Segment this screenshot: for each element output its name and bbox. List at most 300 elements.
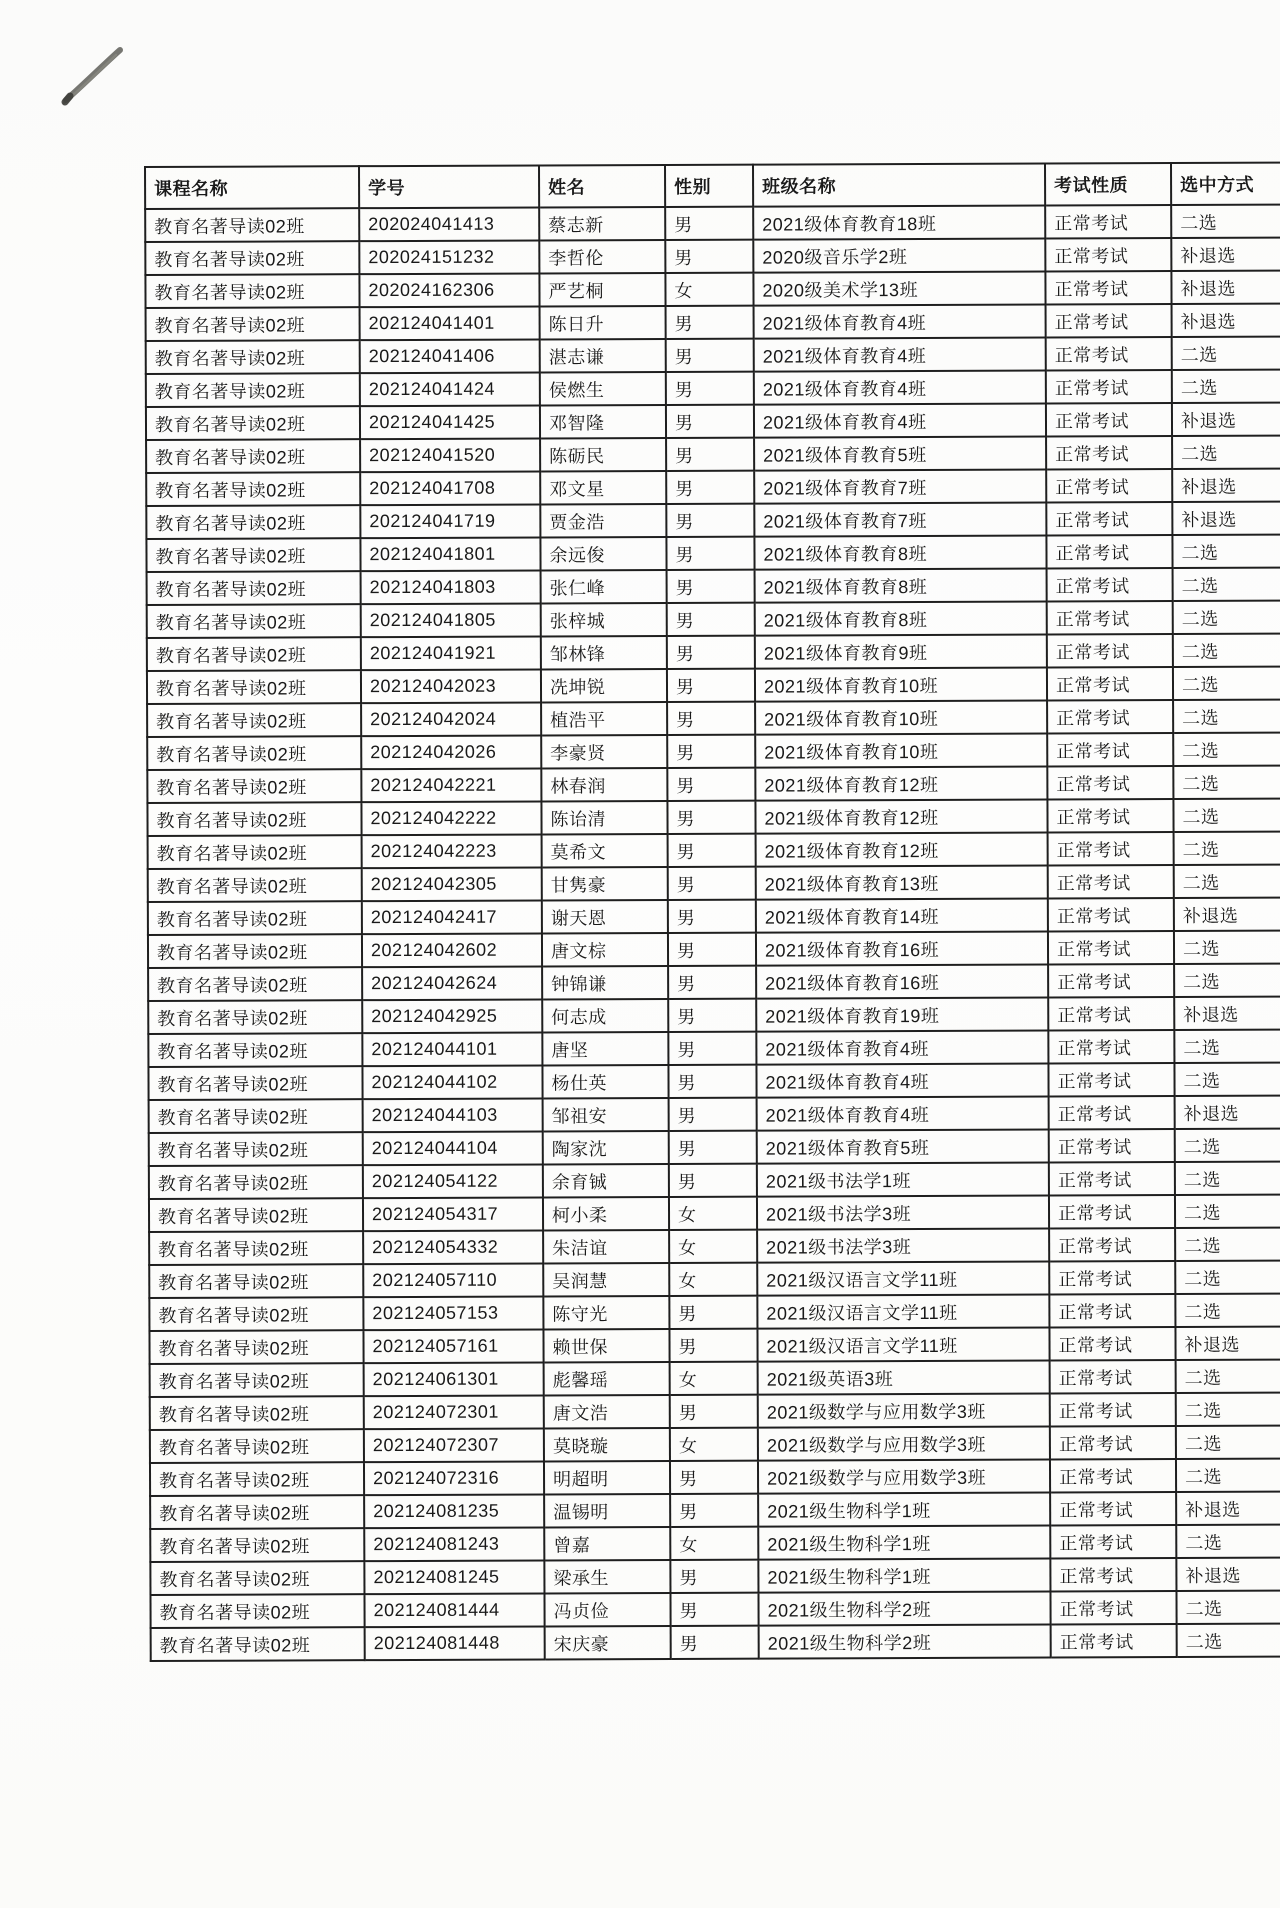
cell-exam-type: 正常考试 — [1047, 667, 1173, 700]
cell-course: 教育名著导读02班 — [149, 1231, 363, 1265]
cell-exam-type: 正常考试 — [1050, 1492, 1176, 1525]
cell-student-id: 202124044103 — [363, 1098, 543, 1132]
col-header-student-id: 学号 — [359, 165, 539, 208]
cell-student-id: 202124057161 — [363, 1329, 543, 1363]
table-body — [145, 204, 1280, 1660]
cell-gender: 男 — [667, 735, 755, 768]
col-header-exam-type: 考试性质 — [1045, 163, 1171, 205]
cell-selection: 补退选 — [1175, 1095, 1280, 1129]
cell-gender: 男 — [668, 834, 756, 867]
cell-gender: 男 — [667, 801, 755, 834]
cell-class: 2021级数学与应用数学3班 — [758, 1460, 1050, 1494]
table-row — [147, 666, 1280, 703]
cell-course: 教育名著导读02班 — [145, 241, 359, 275]
table-row — [146, 534, 1280, 571]
cell-class: 2021级体育教育12班 — [755, 800, 1047, 834]
cell-selection: 二选 — [1174, 864, 1280, 898]
cell-selection: 二选 — [1175, 1161, 1280, 1195]
table-row — [149, 1161, 1280, 1198]
cell-class: 2021级体育教育12班 — [755, 767, 1047, 801]
cell-student-id: 202124041803 — [361, 570, 541, 604]
cell-course: 教育名著导读02班 — [148, 835, 362, 869]
cell-student-id: 202124042417 — [362, 900, 542, 934]
cell-course: 教育名著导读02班 — [147, 802, 361, 836]
cell-name: 严艺桐 — [539, 273, 665, 306]
cell-course: 教育名著导读02班 — [148, 1033, 362, 1067]
cell-course: 教育名著导读02班 — [145, 208, 359, 242]
cell-exam-type: 正常考试 — [1049, 1195, 1175, 1228]
cell-student-id: 202124041520 — [360, 438, 540, 472]
cell-gender: 男 — [669, 1296, 757, 1329]
cell-selection: 二选 — [1176, 1590, 1280, 1624]
cell-class: 2021级体育教育10班 — [755, 668, 1047, 702]
cell-selection: 二选 — [1176, 1524, 1280, 1558]
cell-selection: 补退选 — [1176, 1557, 1280, 1591]
cell-name: 柯小柔 — [543, 1197, 669, 1230]
cell-course: 教育名著导读02班 — [146, 307, 360, 341]
cell-course: 教育名著导读02班 — [147, 571, 361, 605]
cell-class: 2021级体育教育10班 — [755, 734, 1047, 768]
table-row — [145, 204, 1280, 241]
cell-name: 植浩平 — [541, 702, 667, 735]
cell-exam-type: 正常考试 — [1050, 1360, 1176, 1393]
cell-exam-type: 正常考试 — [1047, 700, 1173, 733]
cell-course: 教育名著导读02班 — [149, 1297, 363, 1331]
cell-class: 2021级生物科学1班 — [758, 1526, 1050, 1560]
cell-name: 莫晓璇 — [544, 1428, 670, 1461]
cell-student-id: 202124042023 — [361, 669, 541, 703]
table-row — [148, 1062, 1280, 1099]
cell-exam-type: 正常考试 — [1047, 733, 1173, 766]
cell-name: 唐文浩 — [544, 1395, 670, 1428]
cell-gender: 男 — [669, 1131, 757, 1164]
cell-class: 2021级体育教育4班 — [754, 371, 1046, 405]
cell-student-id: 202124054122 — [363, 1164, 543, 1198]
cell-student-id: 202124081448 — [365, 1626, 545, 1660]
cell-exam-type: 正常考试 — [1050, 1558, 1176, 1591]
cell-class: 2021级体育教育10班 — [755, 701, 1047, 735]
cell-selection: 补退选 — [1172, 501, 1280, 535]
cell-course: 教育名著导读02班 — [150, 1561, 364, 1595]
header-row — [145, 162, 1280, 208]
cell-exam-type: 正常考试 — [1047, 601, 1173, 634]
cell-gender: 男 — [668, 933, 756, 966]
cell-class: 2021级体育教育4班 — [757, 1097, 1049, 1131]
cell-gender: 男 — [669, 1329, 757, 1362]
cell-selection: 二选 — [1173, 666, 1280, 700]
cell-selection: 补退选 — [1171, 237, 1280, 271]
cell-class: 2020级音乐学2班 — [753, 239, 1045, 273]
table-row — [149, 1128, 1280, 1165]
cell-selection: 二选 — [1173, 567, 1280, 601]
cell-gender: 男 — [666, 306, 754, 339]
cell-student-id: 202124042024 — [361, 702, 541, 736]
cell-student-id: 202124081243 — [364, 1527, 544, 1561]
cell-class: 2021级书法学3班 — [757, 1196, 1049, 1230]
cell-gender: 男 — [666, 339, 754, 372]
cell-gender: 女 — [670, 1527, 758, 1560]
cell-course: 教育名著导读02班 — [149, 1099, 363, 1133]
cell-class: 2021级体育教育4班 — [754, 404, 1046, 438]
table-row — [146, 303, 1280, 340]
cell-name: 朱洁谊 — [543, 1230, 669, 1263]
cell-student-id: 202124042925 — [362, 999, 542, 1033]
cell-exam-type: 正常考试 — [1047, 799, 1173, 832]
cell-exam-type: 正常考试 — [1045, 205, 1171, 238]
cell-student-id: 202124042223 — [362, 834, 542, 868]
cell-class: 2021级数学与应用数学3班 — [758, 1394, 1050, 1428]
cell-name: 陶家沈 — [543, 1131, 669, 1164]
cell-student-id: 202124054317 — [363, 1197, 543, 1231]
cell-student-id: 202124042305 — [362, 867, 542, 901]
cell-name: 余育铖 — [543, 1164, 669, 1197]
cell-exam-type: 正常考试 — [1048, 1030, 1174, 1063]
cell-name: 邓智隆 — [540, 405, 666, 438]
cell-exam-type: 正常考试 — [1047, 766, 1173, 799]
cell-name: 邓文星 — [540, 471, 666, 504]
cell-student-id: 202024151232 — [359, 240, 539, 274]
cell-selection: 补退选 — [1172, 402, 1280, 436]
cell-course: 教育名著导读02班 — [150, 1495, 364, 1529]
cell-gender: 男 — [667, 636, 755, 669]
cell-class: 2021级体育教育12班 — [756, 833, 1048, 867]
cell-selection: 补退选 — [1171, 270, 1280, 304]
cell-course: 教育名著导读02班 — [147, 736, 361, 770]
cell-class: 2021级体育教育4班 — [756, 1031, 1048, 1065]
cell-gender: 男 — [669, 1164, 757, 1197]
cell-name: 陈诒清 — [541, 801, 667, 834]
cell-selection: 二选 — [1172, 435, 1280, 469]
cell-exam-type: 正常考试 — [1048, 931, 1174, 964]
cell-exam-type: 正常考试 — [1050, 1591, 1176, 1624]
cell-exam-type: 正常考试 — [1049, 1096, 1175, 1129]
cell-gender: 男 — [668, 1065, 756, 1098]
table-header — [145, 162, 1280, 208]
cell-name: 何志成 — [542, 999, 668, 1032]
cell-student-id: 202124072307 — [364, 1428, 544, 1462]
cell-name: 蔡志新 — [539, 207, 665, 240]
cell-student-id: 202124042026 — [361, 735, 541, 769]
table-row — [151, 1623, 1280, 1660]
cell-student-id: 202124041801 — [360, 537, 540, 571]
table-row — [148, 864, 1280, 901]
cell-exam-type: 正常考试 — [1045, 271, 1171, 304]
table-row — [150, 1557, 1280, 1594]
cell-name: 明超明 — [544, 1461, 670, 1494]
cell-exam-type: 正常考试 — [1046, 304, 1172, 337]
cell-student-id: 202024041413 — [359, 207, 539, 241]
cell-gender: 女 — [669, 1230, 757, 1263]
cell-selection: 二选 — [1172, 369, 1280, 403]
table-row — [148, 831, 1280, 868]
cell-exam-type: 正常考试 — [1049, 1294, 1175, 1327]
table-row — [146, 369, 1280, 406]
table-row — [150, 1458, 1280, 1495]
cell-course: 教育名著导读02班 — [150, 1363, 364, 1397]
cell-course: 教育名著导读02班 — [148, 1066, 362, 1100]
cell-gender: 男 — [670, 1593, 758, 1626]
cell-course: 教育名著导读02班 — [149, 1132, 363, 1166]
col-header-course: 课程名称 — [145, 166, 359, 209]
cell-selection: 二选 — [1173, 765, 1280, 799]
cell-exam-type: 正常考试 — [1048, 865, 1174, 898]
cell-student-id: 202124041401 — [360, 306, 540, 340]
cell-gender: 男 — [667, 570, 755, 603]
cell-student-id: 202124054332 — [363, 1230, 543, 1264]
cell-course: 教育名著导读02班 — [150, 1396, 364, 1430]
cell-class: 2021级英语3班 — [758, 1361, 1050, 1395]
cell-exam-type: 正常考试 — [1048, 898, 1174, 931]
cell-course: 教育名著导读02班 — [147, 604, 361, 638]
table-row — [150, 1590, 1280, 1627]
cell-class: 2021级体育教育19班 — [756, 998, 1048, 1032]
cell-exam-type: 正常考试 — [1049, 1327, 1175, 1360]
cell-student-id: 202124057110 — [363, 1263, 543, 1297]
cell-gender: 男 — [670, 1494, 758, 1527]
col-header-name: 姓名 — [539, 165, 665, 207]
cell-gender: 男 — [667, 768, 755, 801]
cell-selection: 二选 — [1174, 963, 1280, 997]
cell-name: 张梓城 — [541, 603, 667, 636]
table-row — [149, 1260, 1280, 1297]
table-row — [149, 1194, 1280, 1231]
cell-gender: 男 — [670, 1461, 758, 1494]
cell-exam-type: 正常考试 — [1051, 1624, 1177, 1657]
cell-student-id: 202124041719 — [360, 504, 540, 538]
cell-name: 李哲伦 — [539, 240, 665, 273]
cell-exam-type: 正常考试 — [1050, 1426, 1176, 1459]
cell-course: 教育名著导读02班 — [146, 538, 360, 572]
cell-student-id: 202124081235 — [364, 1494, 544, 1528]
cell-exam-type: 正常考试 — [1049, 1129, 1175, 1162]
cell-selection: 二选 — [1173, 600, 1280, 634]
cell-exam-type: 正常考试 — [1050, 1393, 1176, 1426]
cell-class: 2021级体育教育8班 — [755, 602, 1047, 636]
cell-name: 冼坤锐 — [541, 669, 667, 702]
table-row — [147, 600, 1280, 637]
cell-name: 邹祖安 — [543, 1098, 669, 1131]
cell-gender: 男 — [665, 240, 753, 273]
cell-name: 宋庆豪 — [545, 1626, 671, 1659]
cell-course: 教育名著导读02班 — [148, 1000, 362, 1034]
table-row — [146, 435, 1280, 472]
cell-selection: 二选 — [1177, 1623, 1280, 1657]
cell-gender: 男 — [668, 900, 756, 933]
cell-course: 教育名著导读02班 — [146, 472, 360, 506]
cell-class: 2021级体育教育18班 — [753, 206, 1045, 240]
table-row — [147, 699, 1280, 736]
cell-selection: 二选 — [1176, 1392, 1280, 1426]
cell-student-id: 202124044104 — [363, 1131, 543, 1165]
cell-gender: 男 — [668, 1032, 756, 1065]
cell-selection: 二选 — [1175, 1227, 1280, 1261]
table-row — [148, 996, 1280, 1033]
cell-course: 教育名著导读02班 — [147, 637, 361, 671]
cell-name: 曾嘉 — [544, 1527, 670, 1560]
cell-selection: 补退选 — [1174, 996, 1280, 1030]
cell-class: 2021级数学与应用数学3班 — [758, 1427, 1050, 1461]
cell-gender: 男 — [670, 1395, 758, 1428]
table-row — [147, 798, 1280, 835]
cell-student-id: 202124042221 — [361, 768, 541, 802]
table-row — [147, 765, 1280, 802]
cell-name: 杨仕英 — [542, 1065, 668, 1098]
cell-selection: 二选 — [1172, 336, 1280, 370]
student-roster-table-wrap — [144, 161, 1280, 1661]
cell-gender: 男 — [666, 471, 754, 504]
cell-class: 2021级生物科学1班 — [758, 1559, 1050, 1593]
cell-exam-type: 正常考试 — [1046, 403, 1172, 436]
cell-selection: 二选 — [1175, 1293, 1280, 1327]
cell-gender: 男 — [668, 966, 756, 999]
cell-class: 2021级汉语言文学11班 — [757, 1328, 1049, 1362]
cell-name: 邹林锋 — [541, 636, 667, 669]
table-row — [145, 237, 1280, 274]
cell-name: 温锡明 — [544, 1494, 670, 1527]
cell-exam-type: 正常考试 — [1048, 964, 1174, 997]
table-row — [146, 402, 1280, 439]
cell-name: 陈守光 — [543, 1296, 669, 1329]
cell-name: 陈砺民 — [540, 438, 666, 471]
cell-exam-type: 正常考试 — [1046, 370, 1172, 403]
cell-exam-type: 正常考试 — [1046, 469, 1172, 502]
cell-exam-type: 正常考试 — [1045, 238, 1171, 271]
table-row — [148, 963, 1280, 1000]
cell-course: 教育名著导读02班 — [149, 1264, 363, 1298]
cell-course: 教育名著导读02班 — [149, 1330, 363, 1364]
col-header-gender: 性别 — [665, 165, 753, 207]
cell-exam-type: 正常考试 — [1047, 568, 1173, 601]
cell-selection: 补退选 — [1176, 1491, 1280, 1525]
table-row — [148, 930, 1280, 967]
cell-name: 张仁峰 — [541, 570, 667, 603]
cell-course: 教育名著导读02班 — [150, 1429, 364, 1463]
cell-name: 林春润 — [541, 768, 667, 801]
cell-class: 2021级体育教育7班 — [754, 470, 1046, 504]
cell-class: 2021级体育教育5班 — [754, 437, 1046, 471]
cell-exam-type: 正常考试 — [1048, 1063, 1174, 1096]
table-row — [147, 567, 1280, 604]
student-roster-table — [144, 161, 1280, 1661]
col-header-selection: 选中方式 — [1171, 162, 1280, 205]
cell-course: 教育名著导读02班 — [149, 1198, 363, 1232]
cell-name: 钟锦谦 — [542, 966, 668, 999]
cell-class: 2021级生物科学2班 — [758, 1592, 1050, 1626]
table-row — [145, 270, 1280, 307]
cell-student-id: 202124041425 — [360, 405, 540, 439]
cell-class: 2021级体育教育4班 — [754, 338, 1046, 372]
cell-student-id: 202124044101 — [362, 1032, 542, 1066]
cell-selection: 补退选 — [1174, 897, 1280, 931]
table-row — [149, 1293, 1280, 1330]
cell-course: 教育名著导读02班 — [150, 1594, 364, 1628]
cell-student-id: 202124041805 — [361, 603, 541, 637]
cell-student-id: 202124042624 — [362, 966, 542, 1000]
table-row — [150, 1359, 1280, 1396]
cell-student-id: 202124061301 — [364, 1362, 544, 1396]
cell-student-id: 202124041406 — [360, 339, 540, 373]
table-row — [147, 732, 1280, 769]
cell-student-id: 202124072301 — [364, 1395, 544, 1429]
cell-selection: 二选 — [1173, 633, 1280, 667]
cell-selection: 二选 — [1176, 1359, 1280, 1393]
cell-gender: 男 — [669, 1098, 757, 1131]
table-row — [147, 633, 1280, 670]
cell-exam-type: 正常考试 — [1049, 1228, 1175, 1261]
cell-name: 侯燃生 — [540, 372, 666, 405]
cell-course: 教育名著导读02班 — [147, 769, 361, 803]
cell-course: 教育名著导读02班 — [148, 868, 362, 902]
table-row — [148, 1029, 1280, 1066]
cell-selection: 二选 — [1176, 1458, 1280, 1492]
cell-selection: 二选 — [1173, 732, 1280, 766]
cell-course: 教育名著导读02班 — [146, 439, 360, 473]
cell-class: 2021级体育教育5班 — [757, 1130, 1049, 1164]
cell-gender: 男 — [668, 999, 756, 1032]
cell-student-id: 202124041921 — [361, 636, 541, 670]
cell-course: 教育名著导读02班 — [147, 703, 361, 737]
cell-selection: 补退选 — [1175, 1326, 1280, 1360]
cell-exam-type: 正常考试 — [1046, 337, 1172, 370]
cell-name: 梁承生 — [544, 1560, 670, 1593]
cell-gender: 男 — [666, 372, 754, 405]
cell-gender: 女 — [669, 1263, 757, 1296]
cell-class: 2021级汉语言文学11班 — [757, 1262, 1049, 1296]
cell-student-id: 202124044102 — [362, 1065, 542, 1099]
cell-class: 2021级体育教育9班 — [755, 635, 1047, 669]
cell-course: 教育名著导读02班 — [151, 1627, 365, 1661]
cell-course: 教育名著导读02班 — [148, 901, 362, 935]
cell-class: 2021级体育教育4班 — [756, 1064, 1048, 1098]
cell-class: 2021级生物科学2班 — [759, 1625, 1051, 1659]
cell-course: 教育名著导读02班 — [146, 406, 360, 440]
cell-class: 2021级汉语言文学11班 — [757, 1295, 1049, 1329]
cell-name: 冯贞俭 — [544, 1593, 670, 1626]
cell-class: 2021级体育教育16班 — [756, 965, 1048, 999]
cell-selection: 二选 — [1174, 831, 1280, 865]
cell-student-id: 202124057153 — [363, 1296, 543, 1330]
cell-gender: 女 — [670, 1362, 758, 1395]
cell-name: 李豪贤 — [541, 735, 667, 768]
cell-class: 2021级体育教育8班 — [754, 536, 1046, 570]
cell-exam-type: 正常考试 — [1050, 1525, 1176, 1558]
cell-gender: 男 — [666, 537, 754, 570]
cell-gender: 男 — [668, 867, 756, 900]
cell-name: 谢天恩 — [542, 900, 668, 933]
cell-exam-type: 正常考试 — [1048, 832, 1174, 865]
cell-exam-type: 正常考试 — [1046, 436, 1172, 469]
cell-gender: 女 — [665, 273, 753, 306]
cell-exam-type: 正常考试 — [1049, 1261, 1175, 1294]
cell-course: 教育名著导读02班 — [146, 373, 360, 407]
table-row — [146, 468, 1280, 505]
cell-gender: 男 — [666, 438, 754, 471]
cell-gender: 男 — [666, 405, 754, 438]
cell-course: 教育名著导读02班 — [148, 967, 362, 1001]
cell-course: 教育名著导读02班 — [150, 1528, 364, 1562]
table-row — [146, 336, 1280, 373]
table-row — [150, 1425, 1280, 1462]
cell-class: 2021级体育教育13班 — [756, 866, 1048, 900]
cell-selection: 二选 — [1172, 534, 1280, 568]
table-row — [150, 1491, 1280, 1528]
table-row — [150, 1392, 1280, 1429]
cell-class: 2020级美术学13班 — [753, 272, 1045, 306]
table-row — [150, 1524, 1280, 1561]
cell-gender: 男 — [667, 603, 755, 636]
cell-exam-type: 正常考试 — [1050, 1459, 1176, 1492]
cell-name: 唐文棕 — [542, 933, 668, 966]
